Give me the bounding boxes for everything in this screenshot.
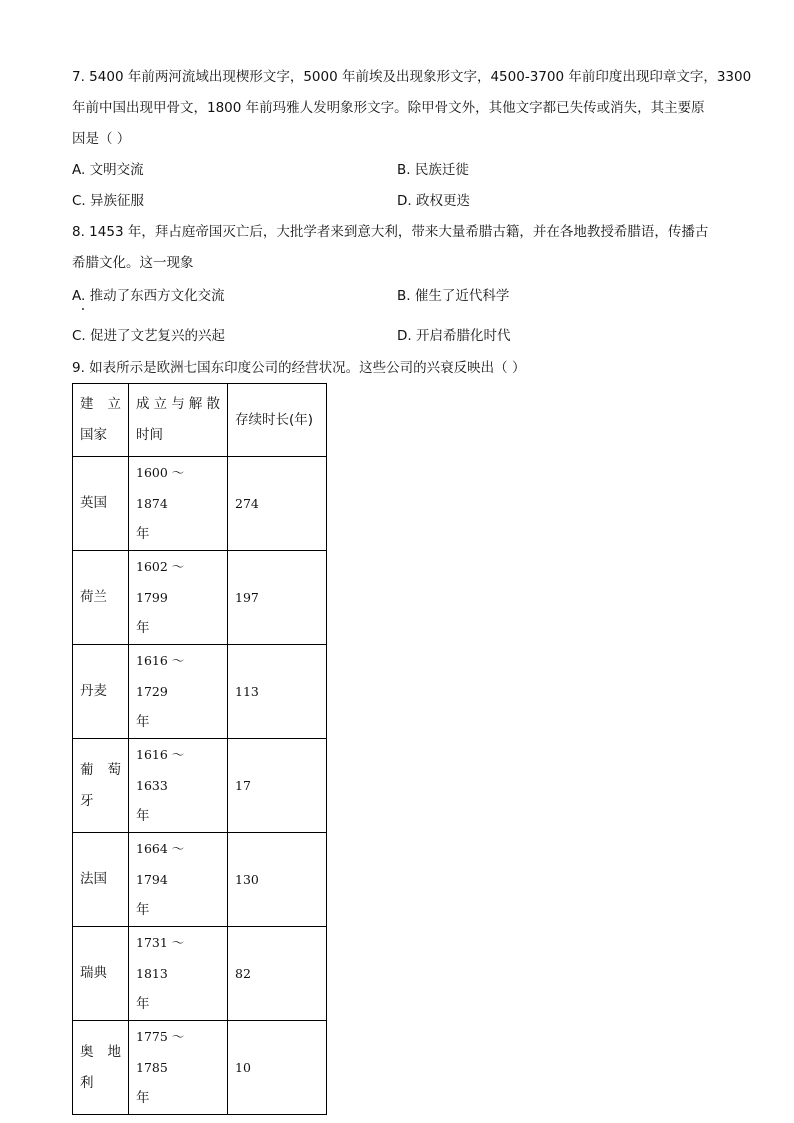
east-india-companies-table [72, 383, 327, 1115]
cell-period: 1616 ～ 1729 年 [129, 645, 228, 739]
cell-duration: 130 [228, 833, 327, 927]
q8-option-c[interactable]: C. 促进了文艺复兴的兴起 [72, 328, 226, 344]
cell-country: 荷兰 [73, 551, 129, 645]
cell-period: 1600 ～ 1874 年 [129, 457, 228, 551]
cell-period: 1775 ～ 1785 年 [129, 1021, 228, 1115]
cell-country: 丹麦 [73, 645, 129, 739]
cell-duration: 274 [228, 457, 327, 551]
q7-stem-line-1: 7. 5400 年前两河流域出现楔形文字，5000 年前埃及出现象形文字，4500-3700 年前印度出现印章文字，3300 [72, 69, 752, 85]
cell-period: 1616 ～ 1633 年 [129, 739, 228, 833]
cell-country: 法国 [73, 833, 129, 927]
table-header-row [73, 384, 327, 457]
cell-duration: 113 [228, 645, 327, 739]
table-row [73, 739, 327, 833]
cell-period: 1731 ～ 1813 年 [129, 927, 228, 1021]
cell-period: 1602 ～ 1799 年 [129, 551, 228, 645]
q7-option-c[interactable]: C. 异族征服 [72, 193, 145, 209]
cell-duration: 17 [228, 739, 327, 833]
q7-option-b[interactable]: B. 民族迁徙 [397, 162, 469, 178]
table-row [73, 927, 327, 1021]
q7-stem-line-3: 因是（ ） [72, 131, 131, 147]
q8-stem-line-2: 希腊文化。这一现象 [72, 255, 194, 271]
q7-stem-line-2: 年前中国出现甲骨文，1800 年前玛雅人发明象形文字。除甲骨文外，其他文字都已失传或消失，其主要原 [72, 100, 705, 116]
cell-country: 英国 [73, 457, 129, 551]
table-row [73, 833, 327, 927]
q9-stem: 9. 如表所示是欧洲七国东印度公司的经营状况。这些公司的兴衰反映出（ ） [72, 360, 526, 376]
q8-option-b[interactable]: B. 催生了近代科学 [397, 288, 510, 304]
stray-dot-mark [82, 308, 84, 310]
cell-duration: 10 [228, 1021, 327, 1115]
q7-option-d[interactable]: D. 政权更迭 [397, 193, 470, 209]
table-row [73, 551, 327, 645]
cell-country: 瑞典 [73, 927, 129, 1021]
table-row [73, 645, 327, 739]
cell-country: 奥 地 利 [73, 1021, 129, 1115]
header-country: 建 立 国家 [73, 384, 129, 457]
cell-duration: 197 [228, 551, 327, 645]
q8-stem-line-1: 8. 1453 年，拜占庭帝国灭亡后，大批学者来到意大利，带来大量希腊古籍，并在各地教授希腊语，传播古 [72, 224, 709, 240]
q8-option-a[interactable]: A. 推动了东西方文化交流 [72, 288, 225, 304]
header-duration: 存续时长(年) [228, 384, 327, 457]
cell-country: 葡 萄 牙 [73, 739, 129, 833]
cell-duration: 82 [228, 927, 327, 1021]
table-row [73, 1021, 327, 1115]
q7-option-a[interactable]: A. 文明交流 [72, 162, 144, 178]
header-period: 成立与解散 时间 [129, 384, 228, 457]
cell-period: 1664 ～ 1794 年 [129, 833, 228, 927]
q8-option-d[interactable]: D. 开启希腊化时代 [397, 328, 511, 344]
table-row [73, 457, 327, 551]
